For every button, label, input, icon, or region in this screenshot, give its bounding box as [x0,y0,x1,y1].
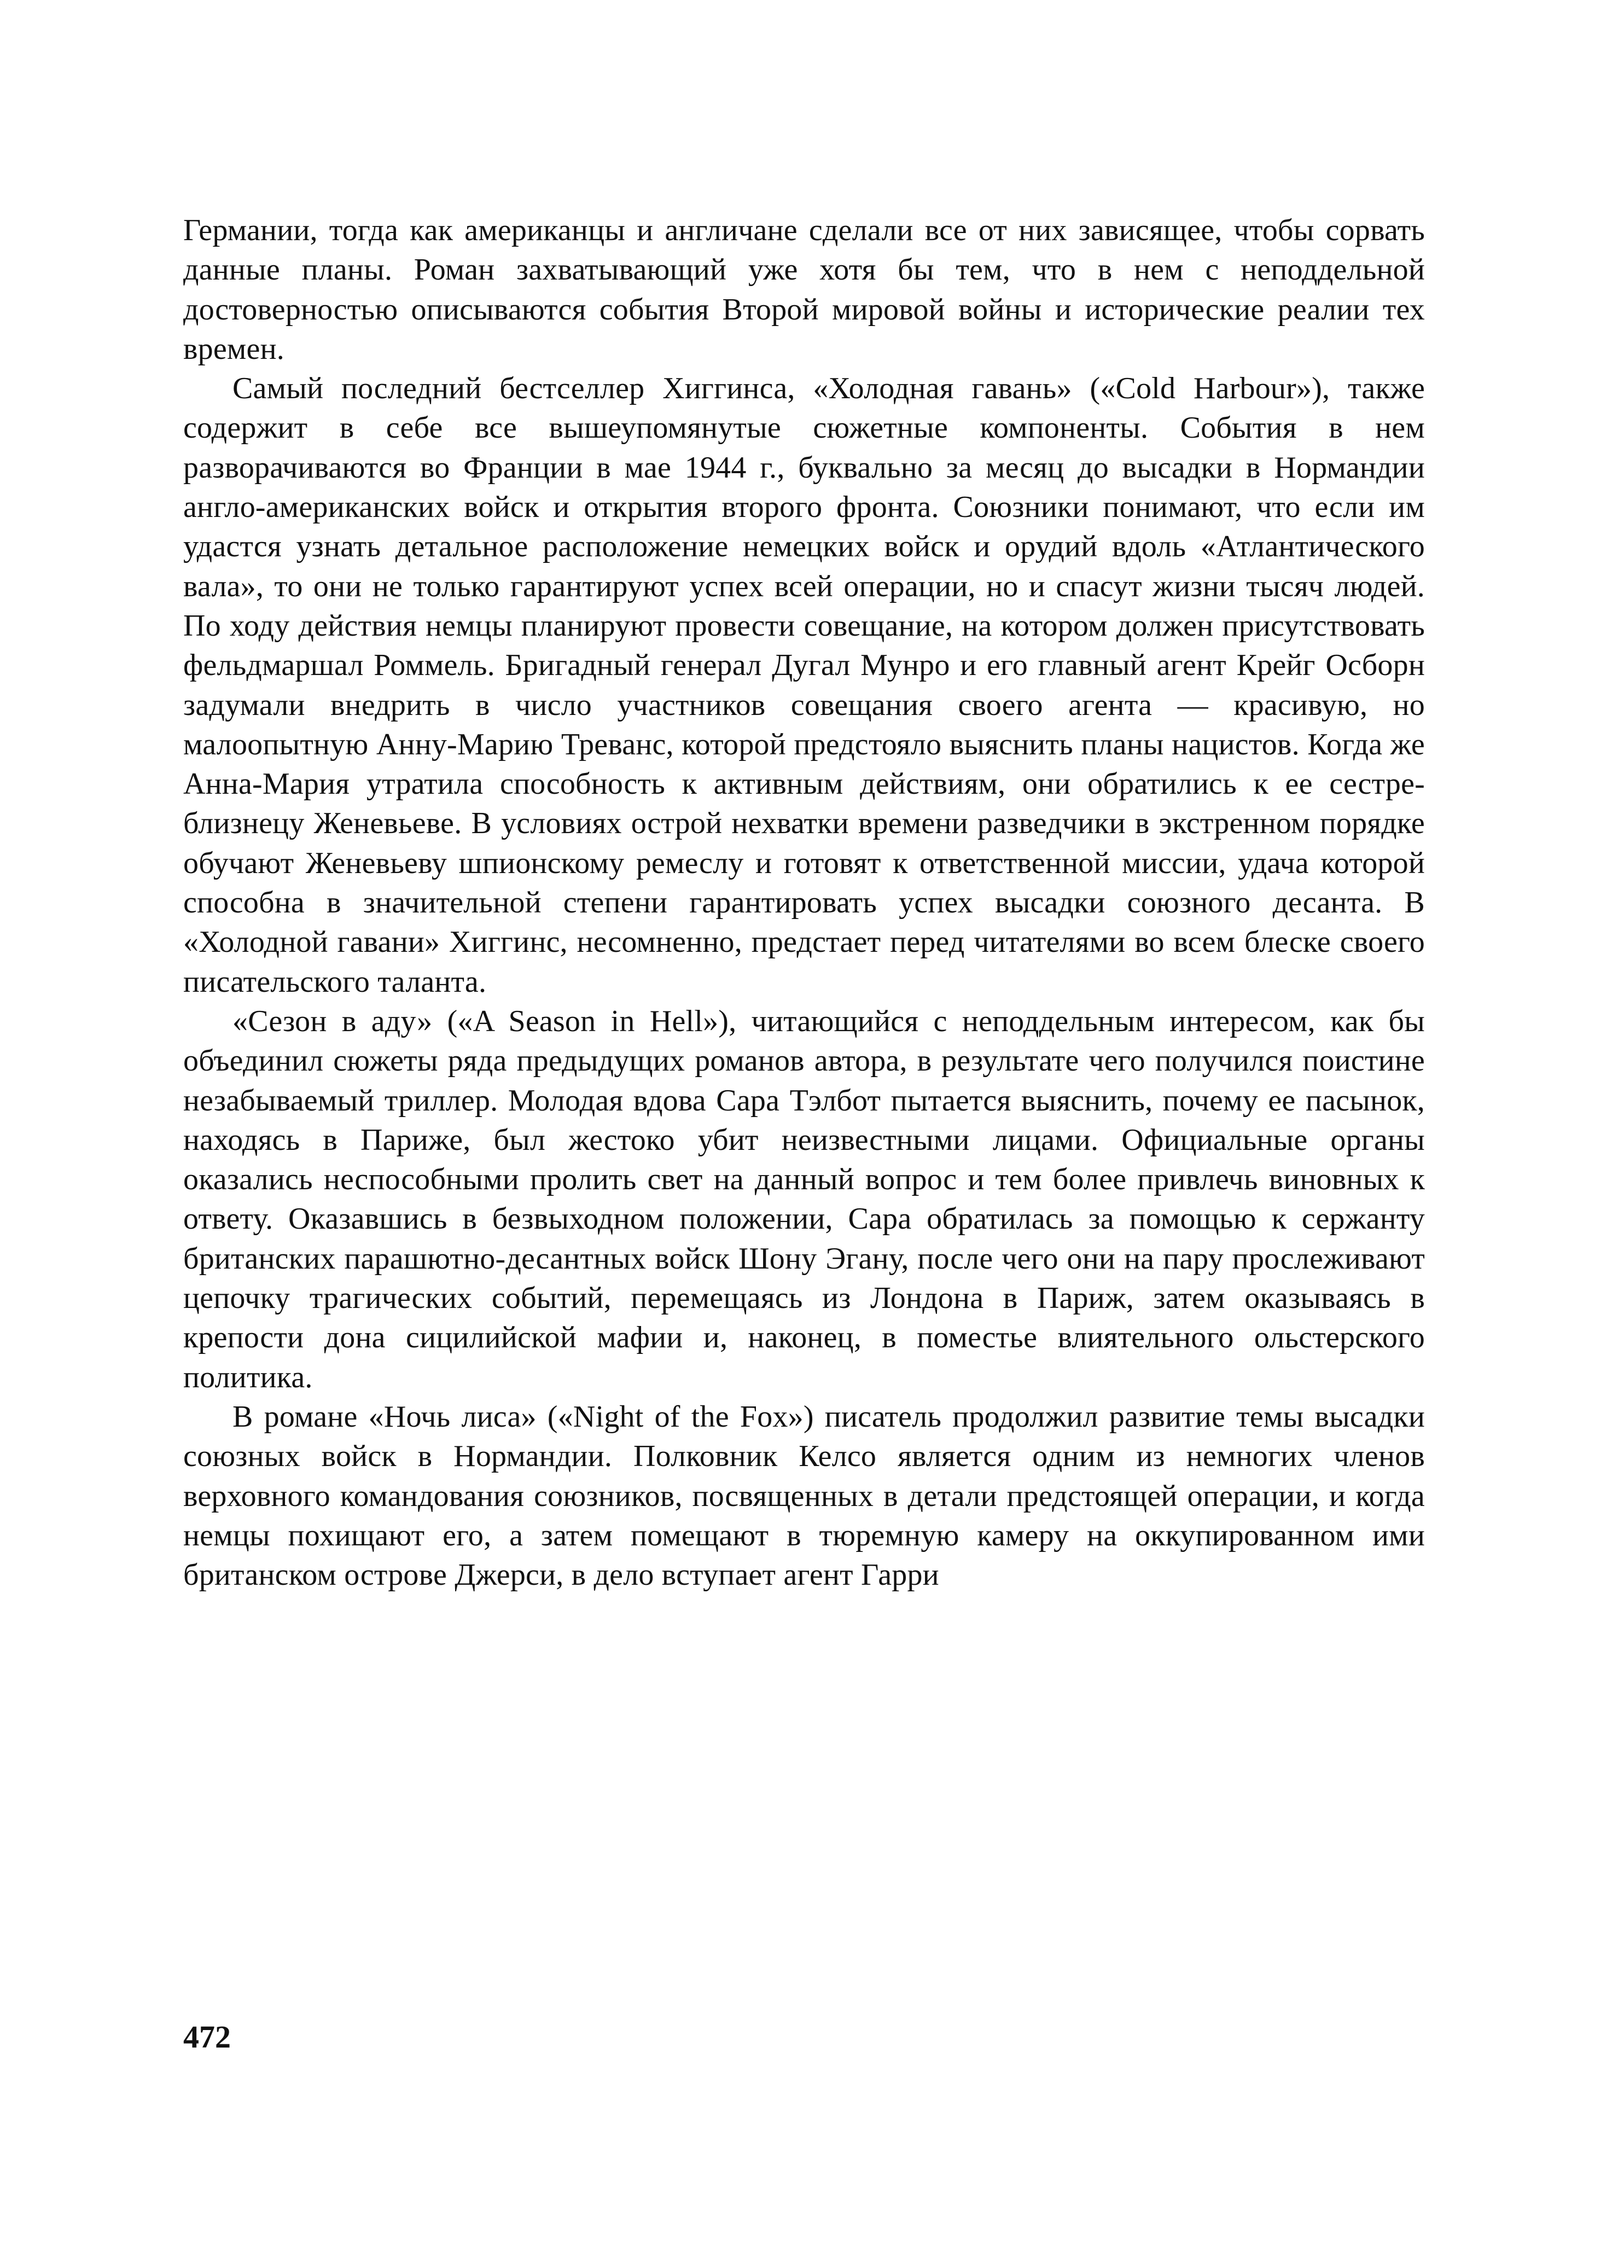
paragraph-2: Самый последний бестселлер Хиггинса, «Холодная гавань» («Cold Harbour»), также содержит в себе все вышеупомянутые сюжетные компоненты. События в нем разворачиваются во Франции в мае 1944 г., буквально за месяц до высадки в Нормандии англо-американских войск и открытия второго фронта. Союзники понимают, что если им удастся узнать детальное расположение немецких войск и орудий вдоль «Атлантического вала», то они не только гарантируют успех всей операции, но и спасут жизни тысяч людей. По ходу действия немцы планируют провести совещание, на котором должен присутствовать фельдмаршал Роммель. Бригадный генерал Дугал Мунро и его главный агент Крейг Осборн задумали внедрить в число участников совещания своего агента — красивую, но малоопытную Анну-Марию Треванс, которой предстояло выяснить планы нацистов. Когда же Анна-Мария утратила способность к активным действиям, они обратились к ее сестре-близнецу Женевьеве. В условиях острой нехватки времени разведчики в экстренном порядке обучают Женевьеву шпионскому ремеслу и готовят к ответственной миссии, удача которой способна в значительной степени гарантировать успех высадки союзного десанта. В «Холодной гавани» Хиггинс, несомненно, предстает перед читателями во всем блеске своего писательского таланта. [183,371,1425,999]
paragraph-4: В романе «Ночь лиса» («Night of the Fox») писатель продолжил развитие темы высадки союзных войск в Нормандии. Полковник Келсо является одним из немногих членов верховного командования союзников, посвященных в детали предстоящей операции, и когда немцы похищают его, а затем помещают в тюремную камеру на оккупированном ими британском острове Джерси, в дело вступает агент Гарри [183,1399,1425,1592]
body-text [183,211,1425,1595]
paragraph-1: Германии, тогда как американцы и англичане сделали все от них зависящее, чтобы сорвать данные планы. Роман захватывающий уже хотя бы тем, что в нем с неподдельной достоверностью описываются события Второй мировой войны и исторические реалии тех времен. [183,213,1425,366]
paragraph-3: «Сезон в аду» («A Season in Hell»), читающийся с неподдельным интересом, как бы объединил сюжеты ряда предыдущих романов автора, в результате чего получился поистине незабываемый триллер. Молодая вдова Сара Тэлбот пытается выяснить, почему ее пасынок, находясь в Париже, был жестоко убит неизвестными лицами. Официальные органы оказались неспособными пролить свет на данный вопрос и тем более привлечь виновных к ответу. Оказавшись в безвыходном положении, Сара обратилась за помощью к сержанту британских парашютно-десантных войск Шону Эгану, после чего они на пару прослеживают цепочку трагических событий, перемещаясь из Лондона в Париж, затем оказываясь в крепости дона сицилийской мафии и, наконец, в поместье влиятельного ольстерского политика. [183,1004,1425,1394]
page-number: 472 [183,2019,231,2055]
